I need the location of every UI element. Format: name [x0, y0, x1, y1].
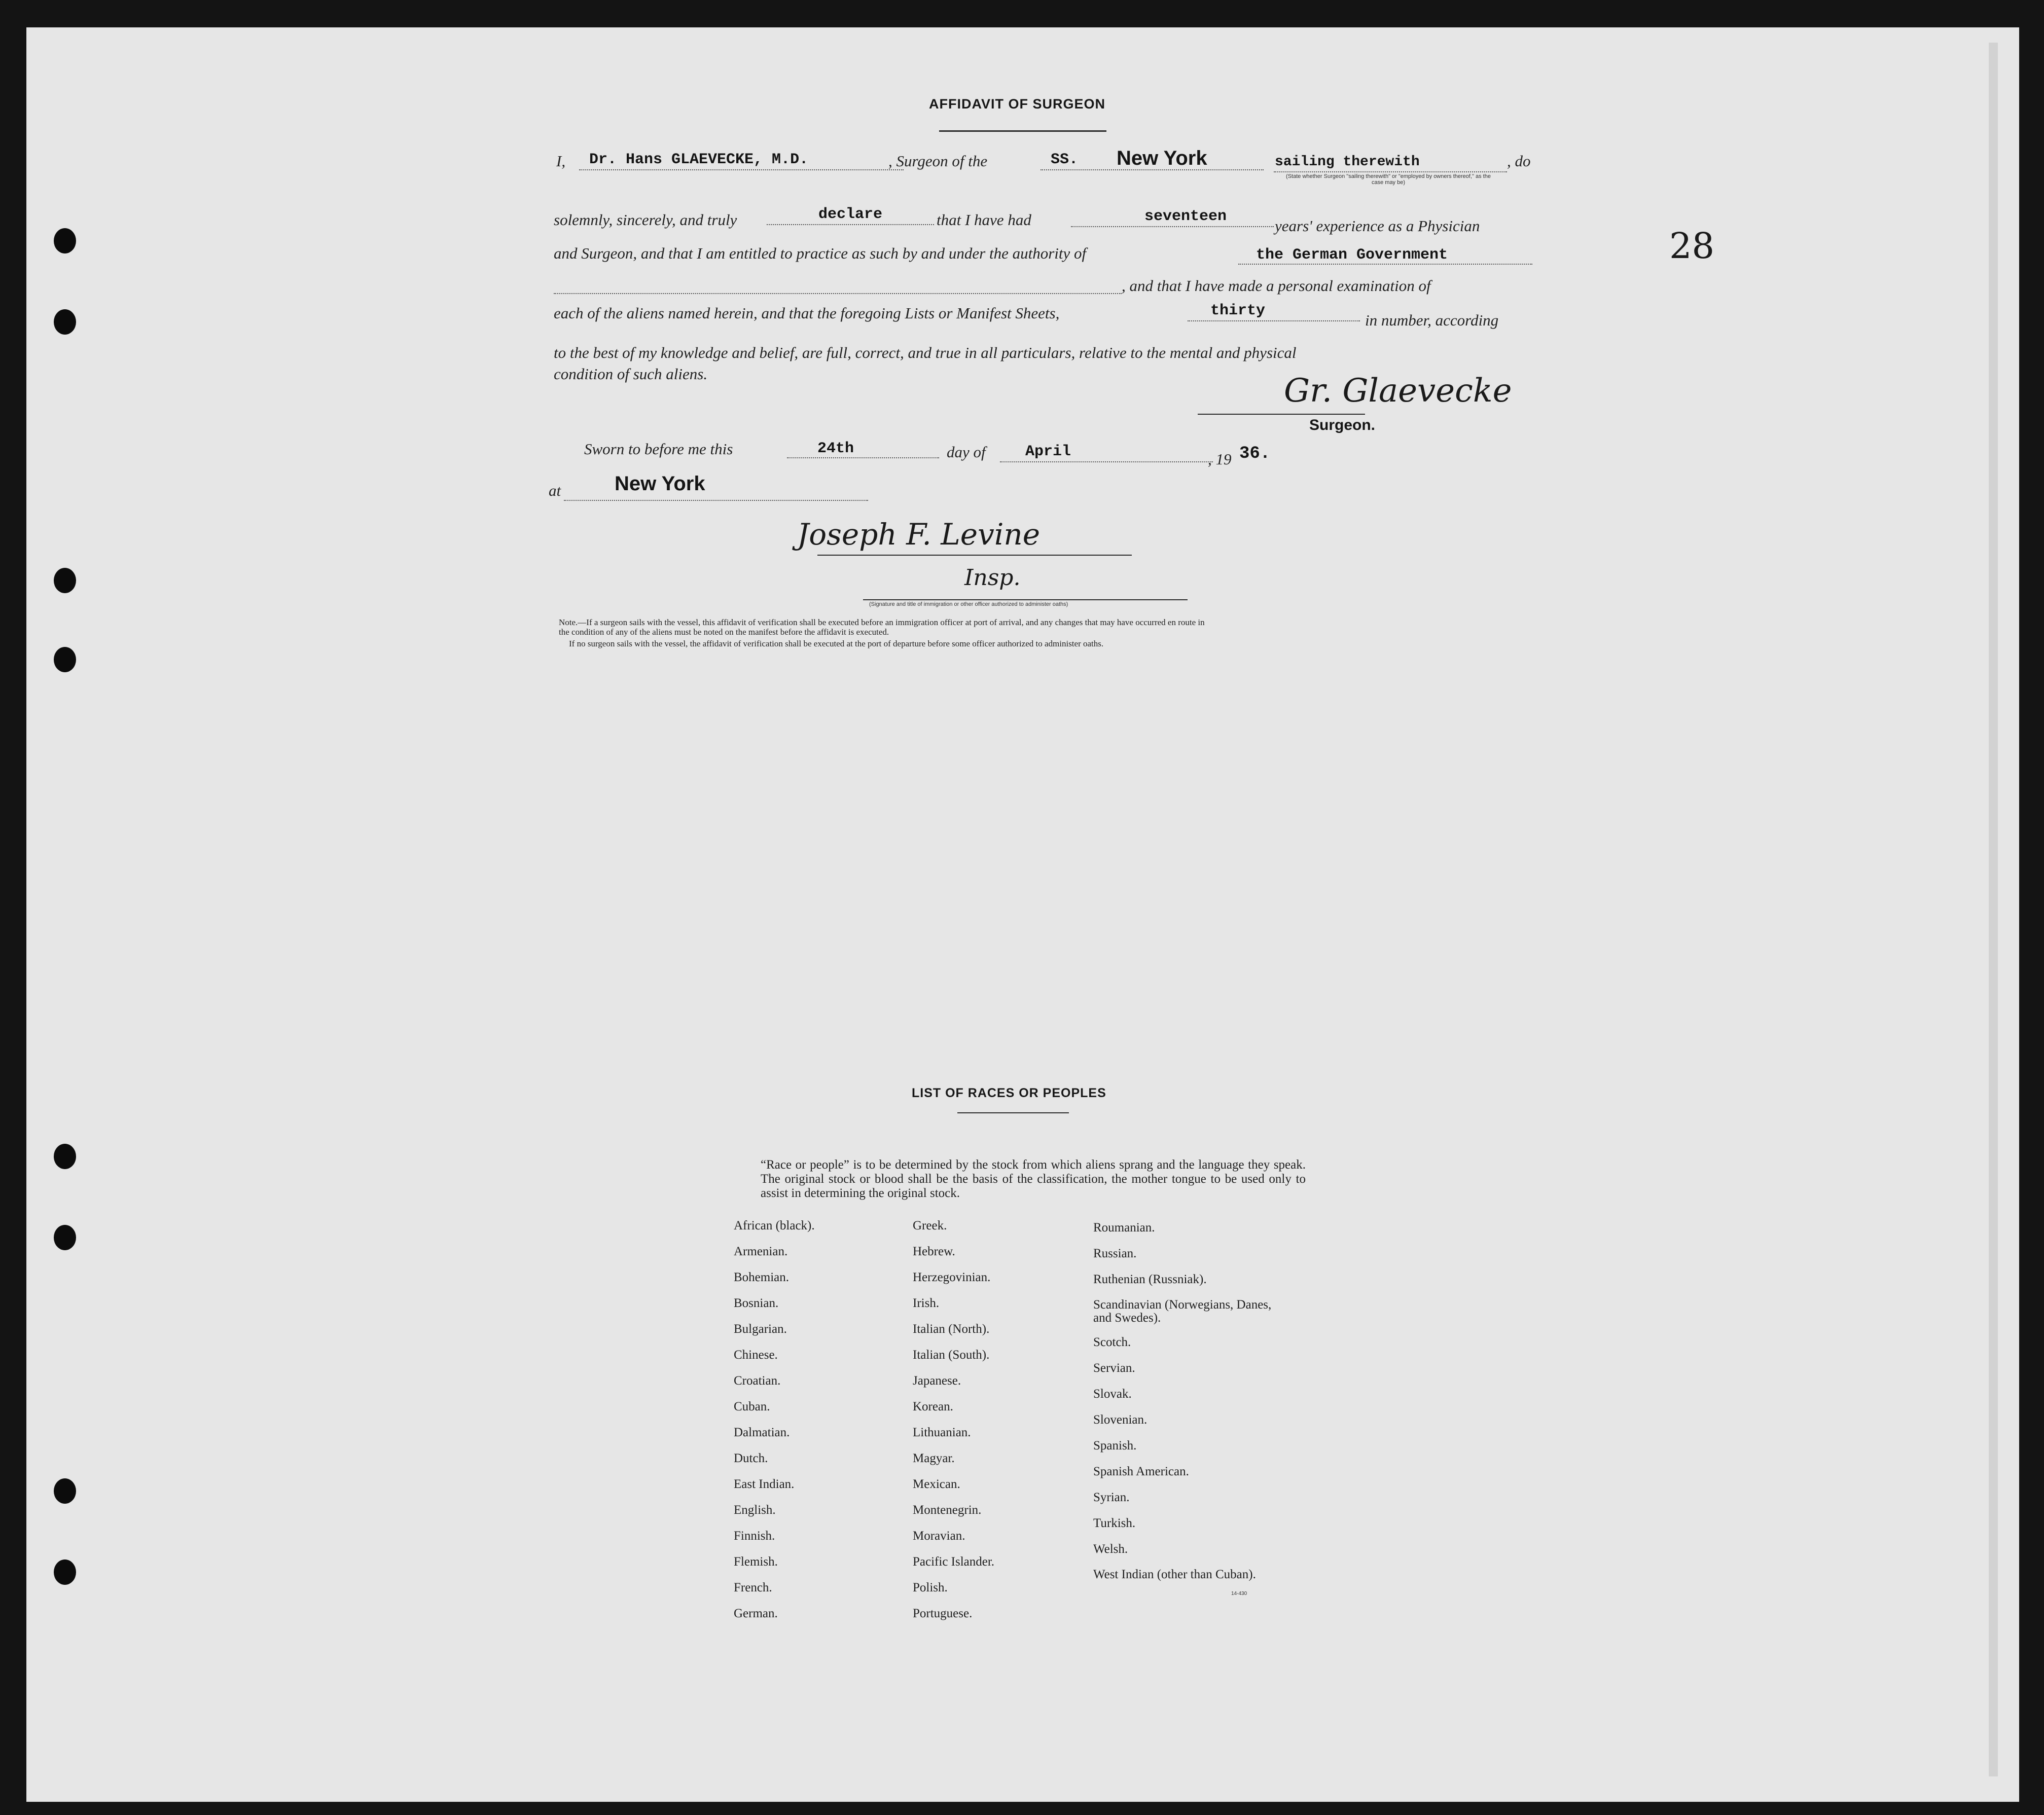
race-item: Italian (South). — [913, 1348, 990, 1362]
affidavit-note-2: the condition of any of the aliens must be noted on the manifest before the affidavit is executed. — [559, 627, 889, 637]
title-rule — [957, 1112, 1069, 1113]
form-number: 14-430 — [1231, 1591, 1247, 1596]
place-value: New York — [615, 473, 705, 495]
ship-prefix: SS. — [1051, 151, 1079, 168]
field-line — [579, 169, 904, 170]
surgeon-signature: Gr. Glaevecke — [1284, 372, 1512, 410]
race-item: German. — [734, 1607, 778, 1620]
affidavit-line-1-c: , do — [1507, 152, 1531, 170]
ship-name-value: New York — [1117, 147, 1207, 169]
race-item: Mexican. — [913, 1477, 960, 1491]
race-item: Japanese. — [913, 1374, 961, 1388]
race-item: West Indian (other than Cuban). — [1093, 1568, 1256, 1581]
field-line — [1071, 226, 1274, 227]
affidavit-line-1-b: , Surgeon of the — [888, 152, 988, 170]
field-line — [787, 457, 939, 458]
affidavit-line-1-a: I, — [556, 152, 566, 170]
signature-rule — [863, 599, 1188, 600]
race-item: Slovak. — [1093, 1387, 1132, 1401]
affidavit-line-5-a: each of the aliens named herein, and that the foregoing Lists or Manifest Sheets, — [554, 304, 1060, 322]
race-item: Syrian. — [1093, 1491, 1130, 1504]
races-column-2 — [913, 1219, 994, 1632]
race-item: Welsh. — [1093, 1542, 1128, 1556]
affidavit-line-4: , and that I have made a personal examination of — [1122, 277, 1431, 295]
affidavit-line-6: to the best of my knowledge and belief, are full, correct, and true in all particulars, relative to the mental and physical — [554, 344, 1297, 361]
binder-hole — [54, 647, 76, 672]
race-item: Flemish. — [734, 1555, 778, 1569]
field-line — [1238, 264, 1532, 265]
race-item: Greek. — [913, 1219, 947, 1232]
affidavit-line-2-b: that I have had — [937, 211, 1031, 229]
signature-rule — [817, 555, 1132, 556]
month-value: April — [1025, 443, 1071, 460]
race-item: Scandinavian (Norwegians, Danes, and Swedes). — [1093, 1298, 1272, 1325]
race-item: Armenian. — [734, 1245, 788, 1258]
race-item: Turkish. — [1093, 1516, 1136, 1530]
affidavit-note-1: Note.—If a surgeon sails with the vessel, this affidavit of verification shall be executed before an immigration officer at port of arrival, and any changes that may have occurred en route in — [559, 618, 1205, 627]
officer-signature: Joseph F. Levine — [797, 517, 1041, 552]
race-item: Dalmatian. — [734, 1426, 790, 1439]
surgeon-name-value: Dr. Hans GLAEVECKE, M.D. — [589, 151, 809, 168]
declare-value: declare — [818, 206, 883, 223]
races-intro: “Race or people” is to be determined by the stock from which aliens sprang and the language they speak. The original stock or blood shall be the basis of the classification, the mother tongue to be used only to assist in determining the original stock. — [761, 1158, 1306, 1200]
race-item: French. — [734, 1581, 772, 1594]
page-edge-shadow — [1989, 43, 1998, 1776]
officer-caption: (Signature and title of immigration or other officer authorized to administer oaths) — [869, 601, 1068, 607]
affidavit-line-2-a: solemnly, sincerely, and truly — [554, 211, 737, 229]
affidavit-line-3: and Surgeon, and that I am entitled to practice as such by and under the authority of — [554, 244, 1087, 262]
binder-hole — [54, 1225, 76, 1250]
affidavit-title: AFFIDAVIT OF SURGEON — [929, 96, 1105, 112]
field-line — [1274, 171, 1507, 172]
race-item: Italian (North). — [913, 1322, 990, 1336]
page-number: 28 — [1669, 225, 1715, 267]
race-item: Ruthenian (Russniak). — [1093, 1273, 1207, 1286]
race-item: Irish. — [913, 1296, 940, 1310]
race-item: African (black). — [734, 1219, 815, 1232]
race-item: Hebrew. — [913, 1245, 955, 1258]
race-item: Bosnian. — [734, 1296, 779, 1310]
field-line — [554, 293, 1122, 294]
sworn-text-a: Sworn to before me this — [584, 440, 733, 458]
race-item: Herzegovinian. — [913, 1270, 991, 1284]
race-item: Polish. — [913, 1581, 948, 1594]
binder-hole — [54, 1478, 76, 1504]
signature-rule — [1198, 414, 1365, 415]
officer-title-signature: Insp. — [964, 565, 1021, 591]
sheets-count-value: thirty — [1210, 302, 1266, 319]
race-item: Lithuanian. — [913, 1426, 971, 1439]
race-item: Spanish American. — [1093, 1465, 1189, 1478]
years-experience-value: seventeen — [1144, 208, 1227, 225]
affidavit-line-2-c: years' experience as a Physician — [1275, 217, 1480, 235]
race-item: Slovenian. — [1093, 1413, 1147, 1427]
sworn-text-c: , 19 — [1208, 450, 1232, 468]
race-item: Portuguese. — [913, 1607, 973, 1620]
race-item: Bohemian. — [734, 1270, 790, 1284]
binder-hole — [54, 228, 76, 253]
race-item: Russian. — [1093, 1247, 1137, 1260]
race-item: Korean. — [913, 1400, 953, 1413]
race-item: Moravian. — [913, 1529, 965, 1543]
sworn-text-b: day of — [947, 443, 986, 461]
authority-value: the German Government — [1256, 246, 1448, 264]
race-item: Montenegrin. — [913, 1503, 982, 1517]
race-item: East Indian. — [734, 1477, 795, 1491]
races-column-1 — [734, 1219, 815, 1632]
race-item: Pacific Islander. — [913, 1555, 995, 1569]
races-column-3 — [1093, 1221, 1286, 1605]
year-value: 36. — [1239, 444, 1271, 463]
affidavit-line-7: condition of such aliens. — [554, 365, 708, 383]
affidavit-line-5-b: in number, according — [1365, 311, 1499, 329]
race-item: Roumanian. — [1093, 1221, 1155, 1235]
field-line — [1000, 461, 1213, 462]
race-item: Magyar. — [913, 1451, 955, 1465]
affidavit-note-3: If no surgeon sails with the vessel, the affidavit of verification shall be executed at the port of departure before some officer authorized to administer oaths. — [569, 639, 1104, 648]
title-rule — [939, 130, 1106, 132]
document-page — [26, 27, 2019, 1802]
race-item: Croatian. — [734, 1374, 781, 1388]
binder-hole — [54, 309, 76, 335]
day-value: 24th — [817, 440, 854, 457]
field-line — [767, 224, 934, 225]
binder-hole — [54, 1144, 76, 1169]
at-label: at — [549, 482, 561, 499]
race-item: English. — [734, 1503, 776, 1517]
race-item: Bulgarian. — [734, 1322, 787, 1336]
binder-hole — [54, 1559, 76, 1585]
field-line — [564, 500, 868, 501]
binder-hole — [54, 568, 76, 593]
surgeon-label: Surgeon. — [1309, 417, 1376, 433]
race-item: Spanish. — [1093, 1439, 1137, 1453]
sailing-hint: (State whether Surgeon "sailing therewith" or "employed by owners thereof," as the case may be) — [1286, 173, 1491, 186]
race-item: Servian. — [1093, 1361, 1135, 1375]
race-item: Chinese. — [734, 1348, 778, 1362]
field-line — [1041, 169, 1264, 170]
race-item: Finnish. — [734, 1529, 775, 1543]
field-line — [1188, 320, 1360, 321]
race-item: Scotch. — [1093, 1335, 1131, 1349]
races-title: LIST OF RACES OR PEOPLES — [912, 1086, 1106, 1100]
race-item: Dutch. — [734, 1451, 768, 1465]
race-item: Cuban. — [734, 1400, 770, 1413]
sailing-status-value: sailing therewith — [1275, 154, 1420, 170]
